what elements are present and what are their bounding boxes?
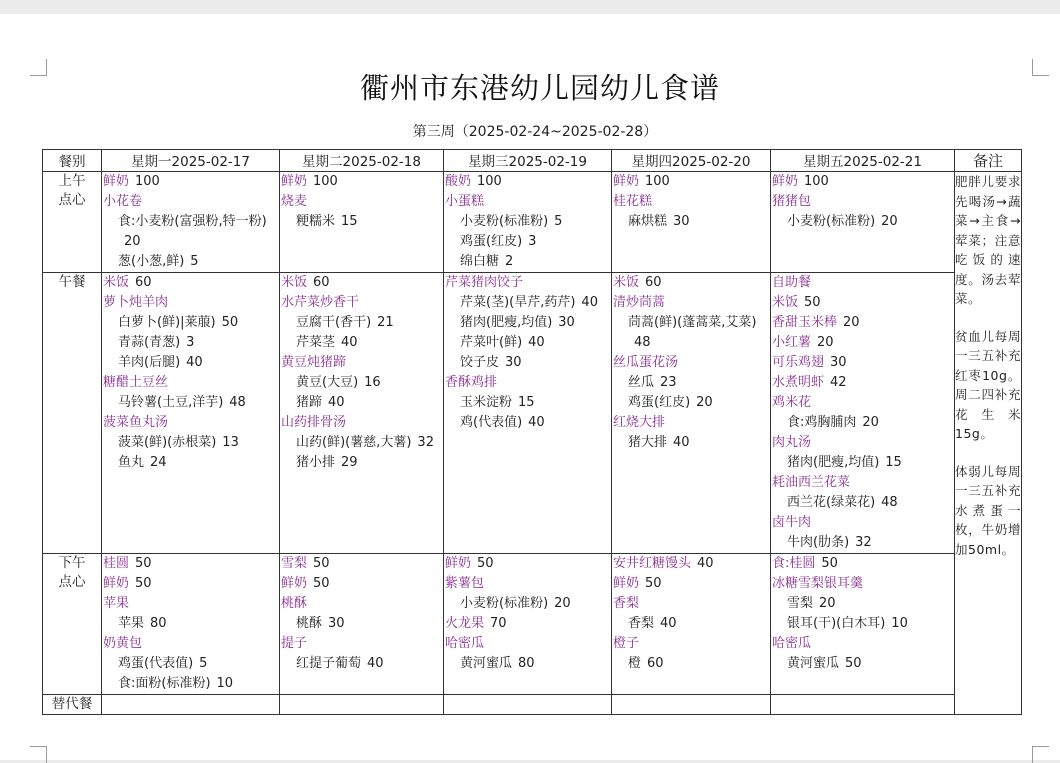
ingredient-amount: 23 (660, 375, 677, 390)
ingredient-amount: 16 (364, 375, 381, 390)
notes-cell (955, 172, 1022, 715)
ingredient-line (771, 453, 954, 473)
dish-amount: 50 (135, 576, 152, 591)
ingredient-name: 麻烘糕 (628, 214, 668, 229)
ingredient-line (102, 654, 279, 674)
menu-cell (444, 554, 612, 695)
menu-cell (444, 273, 612, 554)
ingredient-name: 牛肉(肋条) (787, 535, 850, 550)
dish-amount: 100 (645, 174, 670, 189)
ingredient-name: 丝瓜 (628, 375, 655, 390)
ingredient-amount: 3 (528, 234, 537, 249)
ingredient-name: 猪肉(肥瘦,均值) (787, 455, 880, 470)
dish-name: 雪梨 50 (281, 556, 330, 571)
dish-amount: 50 (477, 556, 494, 571)
ingredient-amount: 24 (150, 455, 167, 470)
ingredient-line (444, 654, 611, 674)
ingredient-name: 芹菜茎 (296, 335, 336, 350)
ingredient-amount: 2 (505, 254, 514, 269)
dish-name: 小花卷 (103, 194, 143, 209)
meal-label-substitute: 替代餐 (43, 695, 102, 715)
ingredient-amount: 20 (124, 234, 141, 249)
ingredient-name: 白萝卜(鲜)|莱菔) (118, 315, 216, 330)
dish-name: 哈密瓜 (772, 636, 812, 651)
dish-name: 苹果 (103, 596, 130, 611)
ingredient-line (102, 333, 279, 353)
row-morning-snack (43, 172, 1022, 273)
dish-amount: 100 (135, 174, 160, 189)
ingredient-amount: 30 (328, 616, 345, 631)
ingredient-amount: 5 (199, 656, 208, 671)
ingredient-line (444, 212, 611, 232)
dish-name: 提子 (281, 636, 308, 651)
ingredient-amount: 3 (186, 335, 195, 350)
ingredient-line (771, 533, 954, 553)
menu-cell (102, 172, 280, 273)
meal-label-text: 下午点心 (58, 555, 86, 590)
corner-mark-bottom-right (1032, 746, 1049, 763)
dish-name: 米饭 60 (281, 275, 330, 290)
week-subtitle: 第三周（2025-02-24~2025-02-28） (412, 124, 658, 140)
dish-name: 橙子 (613, 636, 640, 651)
ingredient-line (612, 393, 770, 413)
ingredient-line (102, 353, 279, 373)
ingredient-amount: 40 (528, 415, 545, 430)
dish-name: 安井红糖馒头 40 (613, 556, 714, 571)
ingredient-amount: 48 (634, 335, 651, 350)
ingredient-amount: 30 (505, 355, 522, 370)
note-anemia: 贫血儿每周一三五补充红枣10g。周二四补充花生米15g。 (955, 328, 1021, 441)
ingredient-line (102, 393, 279, 413)
ingredient-amount: 20 (554, 596, 571, 611)
dish-name: 鲜奶 100 (772, 174, 829, 189)
ingredient-line (280, 373, 443, 393)
ingredient-name: 芹菜(茎)(旱芹,药芹) (460, 295, 576, 310)
dish-name: 鲜奶 50 (613, 576, 662, 591)
ingredient-name: 猪蹄 (296, 395, 323, 410)
ingredient-name: 香梨 (628, 616, 655, 631)
dish-amount: 50 (645, 576, 662, 591)
row-substitute (43, 695, 1022, 715)
ingredient-amount: 40 (528, 335, 545, 350)
ingredient-amount: 10 (216, 676, 234, 691)
ingredient-name: 马铃薯(土豆,洋芋) (118, 395, 224, 410)
menu-table (42, 149, 1022, 715)
menu-cell (612, 172, 771, 273)
ingredient-line (280, 212, 443, 232)
menu-cell (280, 172, 444, 273)
ingredient-line (102, 212, 279, 252)
dish-name: 冰糖雪梨银耳羹 (772, 576, 864, 591)
ingredient-amount: 21 (377, 315, 394, 330)
dish-name: 鲜奶 50 (103, 576, 152, 591)
dish-amount: 50 (135, 556, 152, 571)
dish-name: 糖醋土豆丝 (103, 375, 169, 390)
dish-amount: 100 (804, 174, 829, 189)
note-obese: 肥胖儿要求先喝汤→蔬菜→主食→荤菜；注意吃饭的速度。汤去荤菜。 (955, 174, 1021, 306)
ingredient-amount: 15 (885, 455, 902, 470)
dish-name: 食:桂圆 50 (772, 556, 838, 571)
dish-name: 芹菜猪肉饺子 (445, 275, 524, 290)
dish-name: 肉丸汤 (772, 435, 812, 450)
dish-amount: 50 (821, 556, 838, 571)
ingredient-line (612, 433, 770, 453)
row-afternoon-snack (43, 554, 1022, 695)
ingredient-amount: 48 (229, 395, 246, 410)
ingredient-amount: 20 (696, 395, 713, 410)
dish-name: 米饭 50 (772, 295, 821, 310)
menu-cell (102, 554, 280, 695)
dish-amount: 20 (817, 335, 834, 350)
ingredient-amount: 5 (554, 214, 563, 229)
ingredient-name: 羊肉(后腿) (118, 355, 181, 370)
ingredient-line (280, 433, 443, 453)
ingredient-name: 芹菜叶(鲜) (460, 335, 523, 350)
dish-amount: 60 (645, 275, 662, 290)
row-lunch (43, 273, 1022, 554)
ingredient-line (102, 252, 279, 272)
ingredient-line (280, 654, 443, 674)
dish-amount: 50 (313, 576, 330, 591)
ingredient-amount: 48 (881, 495, 898, 510)
ingredient-line (444, 313, 611, 333)
dish-name: 桂花糕 (613, 194, 653, 209)
header-day-friday: 星期五2025-02-21 (771, 150, 955, 172)
ingredient-name: 雪梨 (787, 596, 814, 611)
ingredient-amount: 5 (190, 254, 199, 269)
ingredient-amount: 32 (855, 535, 872, 550)
ingredient-line (444, 232, 611, 252)
ingredient-name: 猪肉(肥瘦,均值) (460, 315, 553, 330)
dish-name: 可乐鸡翅 30 (772, 355, 847, 370)
ingredient-name: 小麦粉(标准粉) (787, 214, 876, 229)
ingredient-name: 菠菜(鲜)(赤根菜) (118, 435, 217, 450)
menu-cell (102, 273, 280, 554)
ingredient-name: 食:面粉(标准粉) (118, 676, 211, 691)
ingredient-amount: 15 (518, 395, 535, 410)
ingredient-line (612, 373, 770, 393)
ingredient-line (280, 313, 443, 333)
dish-name: 清炒茼蒿 (613, 295, 666, 310)
substitute-cell (102, 695, 280, 715)
header-row (43, 150, 1022, 172)
note-weak: 体弱儿每周一三五补充水煮蛋一枚，牛奶增加50ml。 (955, 463, 1021, 557)
substitute-cell (444, 695, 612, 715)
ingredient-name: 饺子皮 (460, 355, 500, 370)
ingredient-line (102, 433, 279, 453)
ingredient-amount: 10 (891, 616, 908, 631)
ingredient-name: 鱼丸 (118, 455, 145, 470)
ingredient-line (444, 594, 611, 614)
dish-amount: 40 (697, 556, 714, 571)
ingredient-name: 茼蒿(鲜)(蓬蒿菜,艾菜) (628, 315, 757, 330)
window-top-strip (0, 0, 1060, 14)
ingredient-amount: 50 (221, 315, 239, 330)
meal-label-morning (43, 172, 102, 273)
dish-name: 卤牛肉 (772, 515, 812, 530)
meal-label-lunch (43, 273, 102, 554)
ingredient-line (444, 393, 611, 413)
ingredient-line (280, 393, 443, 413)
ingredient-line (771, 654, 954, 674)
ingredient-line (771, 493, 954, 513)
ingredient-name: 葱(小葱,鲜) (118, 254, 185, 269)
ingredient-line (444, 333, 611, 353)
ingredient-amount: 20 (881, 214, 898, 229)
ingredient-name: 银耳(干)(白木耳) (787, 616, 886, 631)
ingredient-line (612, 654, 770, 674)
dish-name: 桂圆 50 (103, 556, 152, 571)
dish-name: 小红薯 20 (772, 335, 834, 350)
dish-name: 哈密瓜 (445, 636, 485, 651)
ingredient-name: 橙 (628, 656, 642, 671)
dish-name: 萝卜炖羊肉 (103, 295, 169, 310)
ingredient-amount: 32 (417, 435, 434, 450)
ingredient-amount: 30 (558, 315, 575, 330)
ingredient-line (612, 212, 770, 232)
ingredient-line (102, 674, 279, 694)
dish-name: 鲜奶 100 (613, 174, 670, 189)
ingredient-line (444, 252, 611, 272)
ingredient-name: 鸡蛋(红皮) (460, 234, 523, 249)
ingredient-amount: 20 (819, 596, 836, 611)
ingredient-name: 猪小排 (296, 455, 336, 470)
dish-name: 鲜奶 100 (103, 174, 160, 189)
ingredient-name: 黄豆(大豆) (296, 375, 359, 390)
dish-name: 猪猪包 (772, 194, 812, 209)
ingredient-line (771, 212, 954, 232)
dish-name: 鲜奶 50 (445, 556, 494, 571)
dish-amount: 20 (843, 315, 860, 330)
dish-name: 香酥鸡排 (445, 375, 498, 390)
ingredient-amount: 40 (186, 355, 203, 370)
substitute-cell (612, 695, 771, 715)
ingredient-amount: 40 (673, 435, 690, 450)
ingredient-line (280, 333, 443, 353)
dish-amount: 100 (477, 174, 502, 189)
dish-name: 自助餐 (772, 275, 812, 290)
dish-name: 黄豆炖猪蹄 (281, 355, 347, 370)
menu-cell (612, 273, 771, 554)
dish-name: 山药排骨汤 (281, 415, 347, 430)
dish-name: 鸡米花 (772, 395, 812, 410)
ingredient-name: 黄河蜜瓜 (460, 656, 513, 671)
ingredient-line (771, 413, 954, 433)
ingredient-line (280, 453, 443, 473)
ingredient-line (444, 293, 611, 313)
ingredient-line (771, 614, 954, 634)
ingredient-name: 小麦粉(标准粉) (460, 214, 549, 229)
dish-name: 红烧大排 (613, 415, 666, 430)
ingredient-name: 鸡蛋(代表值) (118, 656, 194, 671)
menu-cell (280, 273, 444, 554)
ingredient-name: 绵白糖 (460, 254, 500, 269)
menu-cell (280, 554, 444, 695)
ingredient-name: 红提子葡萄 (296, 656, 362, 671)
dish-amount: 60 (313, 275, 330, 290)
menu-cell (771, 554, 955, 695)
dish-amount: 60 (135, 275, 152, 290)
ingredient-line (612, 614, 770, 634)
substitute-cell (280, 695, 444, 715)
menu-cell (444, 172, 612, 273)
header-day-wednesday: 星期三2025-02-19 (444, 150, 612, 172)
dish-amount: 100 (313, 174, 338, 189)
dish-amount: 30 (830, 355, 847, 370)
dish-name: 酸奶 100 (445, 174, 502, 189)
ingredient-amount: 40 (341, 335, 358, 350)
dish-name: 耗油西兰花菜 (772, 475, 851, 490)
ingredient-name: 豆腐干(香干) (296, 315, 372, 330)
ingredient-line (444, 413, 611, 433)
meal-label-afternoon (43, 554, 102, 695)
dish-name: 米饭 60 (613, 275, 662, 290)
corner-mark-bottom-left (30, 746, 47, 763)
ingredient-amount: 15 (341, 214, 358, 229)
ingredient-name: 玉米淀粉 (460, 395, 513, 410)
ingredient-name: 食:小麦粉(富强粉,特一粉) (118, 214, 267, 229)
dish-name: 香甜玉米棒 20 (772, 315, 860, 330)
dish-name: 丝瓜蛋花汤 (613, 355, 679, 370)
ingredient-name: 苹果 (118, 616, 145, 631)
header-notes: 备注 (955, 150, 1022, 172)
ingredient-name: 山药(鲜)(薯慈,大薯) (296, 435, 412, 450)
dish-name: 火龙果 70 (445, 616, 507, 631)
page-title: 衢州市东港幼儿园幼儿食谱 (359, 71, 720, 105)
ingredient-amount: 60 (647, 656, 664, 671)
ingredient-amount: 40 (367, 656, 384, 671)
ingredient-amount: 29 (341, 455, 358, 470)
ingredient-name: 西兰花(绿菜花) (787, 495, 876, 510)
ingredient-line (102, 614, 279, 634)
ingredient-name: 粳糯米 (296, 214, 336, 229)
dish-name: 香梨 (613, 596, 640, 611)
ingredient-amount: 40 (660, 616, 677, 631)
menu-cell (612, 554, 771, 695)
ingredient-name: 黄河蜜瓜 (787, 656, 840, 671)
header-day-thursday: 星期四2025-02-20 (612, 150, 771, 172)
dish-amount: 50 (313, 556, 330, 571)
ingredient-name: 小麦粉(标准粉) (460, 596, 549, 611)
dish-name: 鲜奶 50 (281, 576, 330, 591)
ingredient-name: 猪大排 (628, 435, 668, 450)
dish-name: 米饭 60 (103, 275, 152, 290)
dish-name: 桃酥 (281, 596, 308, 611)
ingredient-name: 鸡(代表值) (460, 415, 523, 430)
dish-name: 奶黄包 (103, 636, 143, 651)
ingredient-line (102, 313, 279, 333)
ingredient-amount: 30 (673, 214, 690, 229)
ingredient-line (444, 353, 611, 373)
ingredient-name: 食:鸡胸脯肉 (787, 415, 857, 430)
dish-amount: 42 (830, 375, 847, 390)
dish-name: 水芹菜炒香干 (281, 295, 360, 310)
dish-name: 小蛋糕 (445, 194, 485, 209)
ingredient-line (612, 313, 770, 353)
ingredient-amount: 20 (862, 415, 879, 430)
ingredient-name: 桃酥 (296, 616, 323, 631)
ingredient-name: 鸡蛋(红皮) (628, 395, 691, 410)
meal-label-text: 上午点心 (58, 173, 86, 208)
header-day-monday: 星期一2025-02-17 (102, 150, 280, 172)
ingredient-amount: 40 (581, 295, 598, 310)
header-meal-type: 餐别 (43, 150, 102, 172)
dish-amount: 50 (804, 295, 821, 310)
substitute-cell (771, 695, 955, 715)
ingredient-amount: 40 (328, 395, 345, 410)
ingredient-name: 青蒜(青葱) (118, 335, 181, 350)
dish-name: 菠菜鱼丸汤 (103, 415, 169, 430)
ingredient-amount: 80 (150, 616, 167, 631)
dish-name: 紫薯包 (445, 576, 485, 591)
dish-name: 烧麦 (281, 194, 308, 209)
meal-label-text: 午餐 (58, 274, 86, 290)
ingredient-amount: 50 (845, 656, 862, 671)
ingredient-line (771, 594, 954, 614)
menu-cell (771, 273, 955, 554)
dish-name: 鲜奶 100 (281, 174, 338, 189)
ingredient-amount: 13 (222, 435, 239, 450)
dish-name: 水煮明虾 42 (772, 375, 847, 390)
ingredient-amount: 80 (518, 656, 535, 671)
ingredient-line (102, 453, 279, 473)
menu-cell (771, 172, 955, 273)
dish-amount: 70 (490, 616, 507, 631)
ingredient-line (280, 614, 443, 634)
header-day-tuesday: 星期二2025-02-18 (280, 150, 444, 172)
